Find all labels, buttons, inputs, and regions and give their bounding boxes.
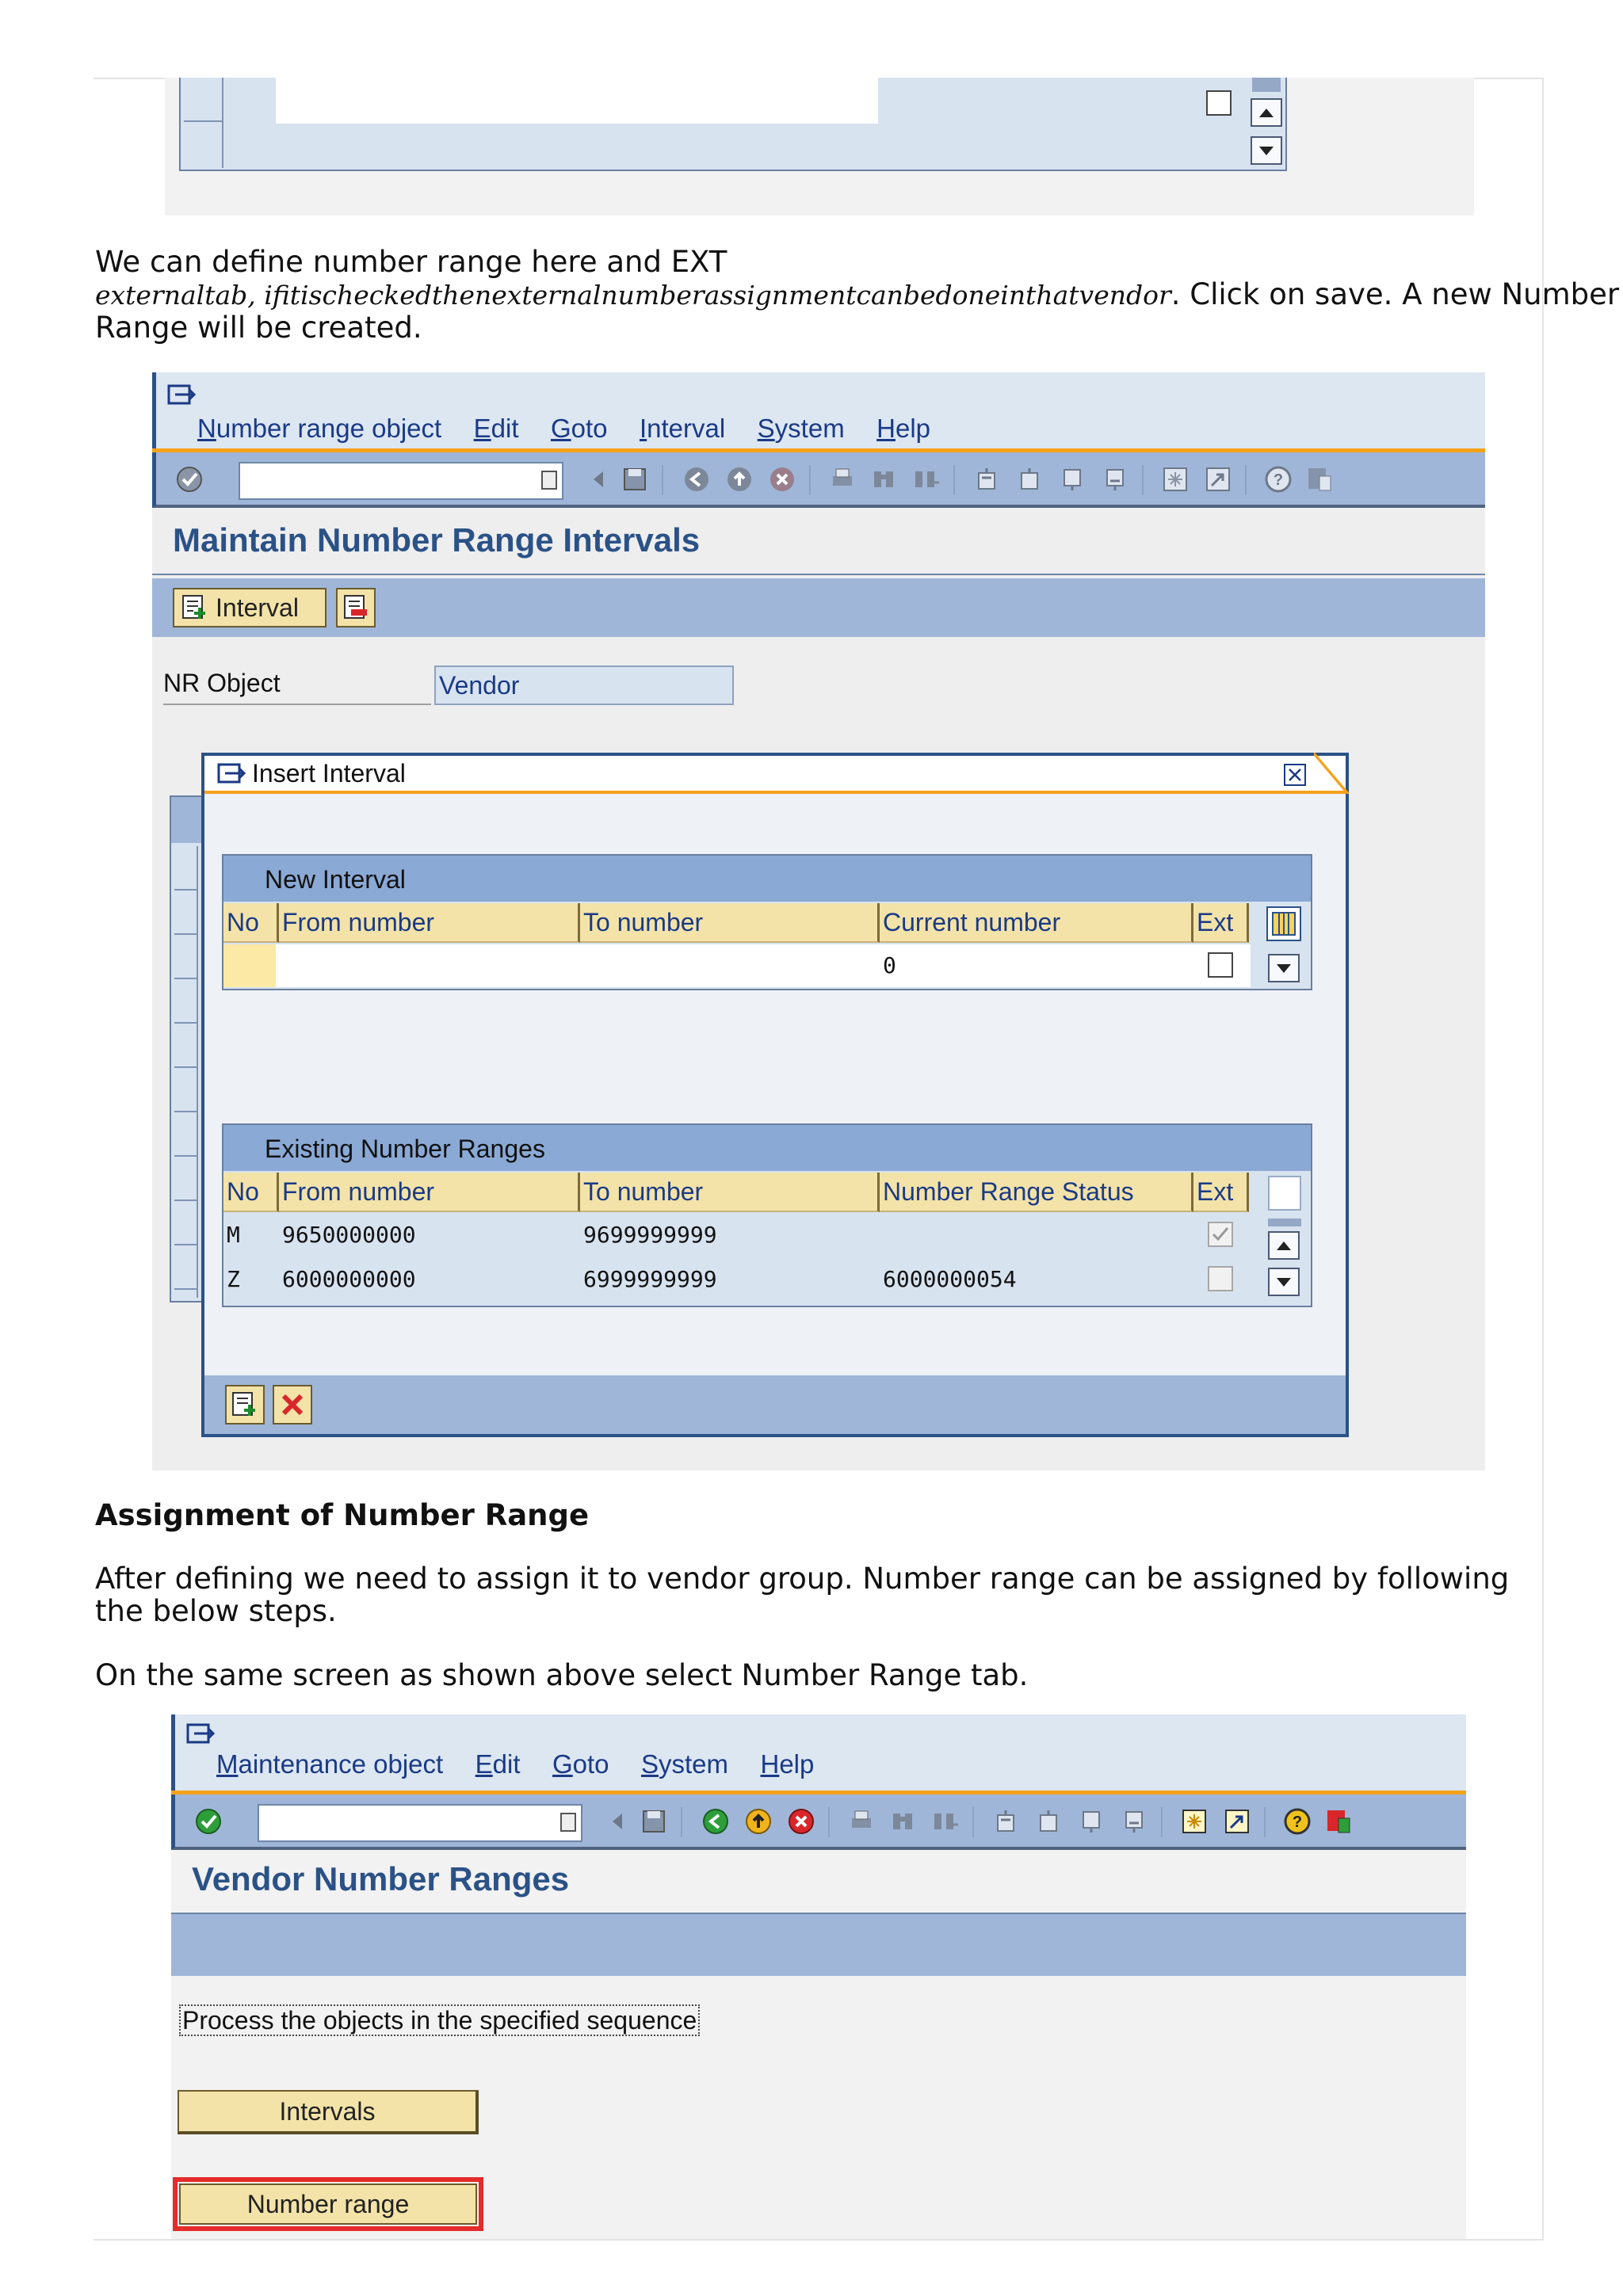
nr-object-label: NR Object bbox=[163, 669, 281, 697]
delete-interval-icon bbox=[342, 593, 370, 622]
toolbar-separator bbox=[972, 1807, 974, 1837]
dialog-close-icon[interactable] bbox=[1284, 764, 1306, 786]
exit-icon[interactable] bbox=[725, 465, 754, 494]
paragraph-1-line2 bbox=[95, 277, 1620, 311]
nr-object-field[interactable] bbox=[434, 666, 734, 705]
menu-system[interactable]: System bbox=[640, 1749, 729, 1779]
find-next-icon[interactable] bbox=[912, 465, 941, 494]
screenshot-vendor-number-ranges bbox=[171, 1714, 1466, 2239]
first-page-icon[interactable] bbox=[972, 465, 1001, 494]
cancel-icon[interactable] bbox=[768, 465, 796, 494]
toolbar-separator bbox=[1245, 465, 1247, 495]
back-arrow-icon[interactable] bbox=[584, 465, 613, 494]
exit-icon[interactable] bbox=[744, 1807, 773, 1836]
find-icon[interactable] bbox=[888, 1807, 917, 1836]
col-from-number[interactable]: From number bbox=[279, 903, 580, 943]
shortcut-icon[interactable] bbox=[1223, 1807, 1251, 1836]
save-icon[interactable] bbox=[621, 465, 649, 494]
menu-help[interactable]: Help bbox=[760, 1749, 815, 1779]
process-sequence-label: Process the objects in the specified sequence bbox=[179, 2004, 700, 2036]
toolbar-separator bbox=[953, 465, 955, 495]
table-row[interactable] bbox=[223, 1214, 1251, 1257]
delete-interval-button[interactable] bbox=[336, 588, 376, 627]
number-range-button[interactable]: Number range bbox=[179, 2183, 477, 2225]
col-ext[interactable]: Ext bbox=[1193, 903, 1249, 943]
row-to-number: 6999999999 bbox=[583, 1266, 717, 1292]
row-ext-checkbox-checked bbox=[1208, 1222, 1233, 1247]
create-session-icon[interactable] bbox=[1180, 1807, 1209, 1836]
existing-ranges-table bbox=[222, 1123, 1312, 1307]
back-icon[interactable] bbox=[682, 465, 711, 494]
toolbar-separator bbox=[1142, 465, 1144, 495]
dialog-corner-accent bbox=[1314, 753, 1349, 794]
enter-check-icon[interactable] bbox=[175, 465, 204, 494]
find-next-icon[interactable] bbox=[931, 1807, 960, 1836]
back-arrow-icon[interactable] bbox=[603, 1807, 632, 1836]
menu-help[interactable]: Help bbox=[876, 414, 931, 443]
application-toolbar bbox=[171, 1913, 1466, 1976]
insert-interval-dialog bbox=[201, 753, 1349, 1437]
find-icon[interactable] bbox=[869, 465, 898, 494]
help-icon[interactable] bbox=[1264, 465, 1293, 494]
toolbar-separator bbox=[681, 1807, 682, 1837]
menu-system[interactable]: System bbox=[757, 414, 845, 443]
row-no: Z bbox=[227, 1266, 240, 1292]
col-from-number[interactable]: From number bbox=[279, 1173, 580, 1212]
shortcut-icon[interactable] bbox=[1204, 465, 1232, 494]
command-field[interactable] bbox=[239, 462, 563, 500]
col-no[interactable]: No bbox=[223, 1173, 279, 1212]
row-selector-col bbox=[184, 78, 223, 168]
col-to-number[interactable]: To number bbox=[580, 1173, 880, 1212]
cancel-icon[interactable] bbox=[787, 1807, 815, 1836]
white-input-area bbox=[276, 78, 878, 124]
standard-toolbar bbox=[171, 1794, 1466, 1850]
next-page-icon[interactable] bbox=[1058, 465, 1086, 494]
existing-column-config[interactable] bbox=[1268, 1176, 1301, 1211]
page-title: Maintain Number Range Intervals bbox=[173, 521, 701, 559]
standard-toolbar bbox=[152, 452, 1485, 508]
paragraph-3: On the same screen as shown above select Number Range tab. bbox=[95, 1658, 1029, 1692]
new-current-number[interactable]: 0 bbox=[883, 952, 896, 978]
enter-check-icon[interactable] bbox=[194, 1807, 223, 1836]
scroll-down-button[interactable] bbox=[1251, 136, 1282, 165]
paragraph-1 bbox=[95, 245, 1620, 345]
dialog-titlebar bbox=[204, 756, 1346, 794]
new-ext-checkbox[interactable] bbox=[1208, 952, 1233, 978]
col-to-number[interactable]: To number bbox=[580, 903, 880, 943]
system-menu-icon[interactable] bbox=[186, 1722, 218, 1746]
back-icon[interactable] bbox=[701, 1807, 730, 1836]
col-ext[interactable]: Ext bbox=[1193, 1173, 1249, 1212]
layout-menu-icon[interactable] bbox=[1324, 1807, 1353, 1836]
system-menu-icon[interactable] bbox=[167, 383, 199, 407]
nr-object-underline bbox=[163, 704, 431, 705]
toolbar-separator bbox=[1161, 1807, 1163, 1837]
toolbar-separator bbox=[662, 465, 663, 495]
menu-row bbox=[216, 1749, 842, 1779]
command-field[interactable] bbox=[258, 1804, 582, 1842]
existing-scroll-down-button[interactable] bbox=[1268, 1268, 1300, 1296]
screenshot-maintain-intervals bbox=[152, 372, 1485, 1470]
first-page-icon[interactable] bbox=[991, 1807, 1020, 1836]
italic-run: externaltab, ifitischeckedthenexternalnumberassignmentcanbedoneinthatvendor bbox=[95, 280, 1171, 311]
menu-maintenance-object[interactable]: Maintenance object bbox=[216, 1749, 444, 1779]
col-current-number[interactable]: Current number bbox=[880, 903, 1193, 943]
menu-interval[interactable]: Interval bbox=[639, 414, 726, 443]
create-session-icon[interactable] bbox=[1161, 465, 1190, 494]
table-row[interactable] bbox=[223, 1258, 1251, 1301]
col-no[interactable]: No bbox=[223, 903, 279, 943]
command-history-icon[interactable] bbox=[560, 1813, 576, 1832]
command-history-icon[interactable] bbox=[541, 471, 557, 490]
row-no: M bbox=[227, 1222, 240, 1248]
last-page-icon[interactable] bbox=[1101, 465, 1129, 494]
interval-button-label: Interval bbox=[216, 593, 299, 622]
menu-edit[interactable]: Edit bbox=[475, 1749, 521, 1779]
existing-ranges-title: Existing Number Ranges bbox=[265, 1135, 545, 1163]
section-heading: Assignment of Number Range bbox=[95, 1498, 590, 1532]
help-icon[interactable] bbox=[1283, 1807, 1312, 1836]
menu-edit[interactable]: Edit bbox=[473, 414, 519, 443]
column-config-icon[interactable] bbox=[1266, 906, 1301, 941]
dialog-add-button[interactable] bbox=[225, 1385, 265, 1425]
new-interval-header bbox=[223, 856, 1311, 902]
new-interval-table bbox=[222, 854, 1312, 990]
new-interval-row bbox=[223, 944, 1251, 987]
cropped-table bbox=[179, 78, 1287, 171]
menu-goto[interactable]: Goto bbox=[550, 414, 608, 443]
toolbar-separator bbox=[828, 1807, 830, 1837]
save-icon[interactable] bbox=[640, 1807, 668, 1836]
nr-object-value: Vendor bbox=[439, 671, 520, 700]
paragraph-2 bbox=[95, 1562, 1545, 1627]
print-icon[interactable] bbox=[828, 465, 857, 494]
existing-ranges-header bbox=[223, 1125, 1311, 1171]
add-interval-icon bbox=[181, 593, 209, 622]
dialog-title: Insert Interval bbox=[252, 759, 406, 788]
row-from-number: 9650000000 bbox=[282, 1222, 416, 1248]
page-bottom-rule bbox=[94, 2239, 1544, 2241]
checkmark-icon bbox=[1209, 1223, 1232, 1245]
page-right-rule bbox=[1542, 78, 1544, 2241]
application-toolbar bbox=[152, 578, 1485, 637]
next-page-icon[interactable] bbox=[1077, 1807, 1106, 1836]
dialog-cancel-button[interactable] bbox=[273, 1385, 312, 1425]
print-icon[interactable] bbox=[847, 1807, 876, 1836]
menu-number-range-object[interactable]: Number range object bbox=[197, 414, 442, 443]
dialog-menu-icon[interactable] bbox=[217, 762, 249, 786]
cropped-screenshot-top bbox=[165, 78, 1474, 215]
paragraph-2-line2: the below steps. bbox=[95, 1594, 337, 1628]
menu-row bbox=[197, 414, 959, 444]
menubar bbox=[152, 372, 1485, 448]
layout-menu-icon[interactable] bbox=[1305, 465, 1334, 494]
row-to-number: 9699999999 bbox=[583, 1222, 717, 1248]
previous-page-icon[interactable] bbox=[1034, 1807, 1063, 1836]
scroll-up-button[interactable] bbox=[1251, 98, 1282, 127]
menubar bbox=[171, 1714, 1466, 1791]
new-interval-title: New Interval bbox=[265, 865, 406, 894]
new-no-field[interactable] bbox=[223, 944, 276, 987]
page-title: Vendor Number Ranges bbox=[192, 1860, 570, 1897]
dialog-footer bbox=[204, 1375, 1346, 1434]
paragraph-1-line3: Range will be created. bbox=[95, 311, 422, 345]
title-rule bbox=[152, 574, 1485, 575]
previous-page-icon[interactable] bbox=[1015, 465, 1044, 494]
scroll-top-stub bbox=[1252, 78, 1281, 92]
row-from-number: 6000000000 bbox=[282, 1266, 416, 1292]
paragraph-1-rest: . Click on save. A new Number bbox=[1170, 277, 1620, 311]
menu-goto[interactable]: Goto bbox=[552, 1749, 609, 1779]
paragraph-1-line1: We can define number range here and EXT bbox=[95, 245, 727, 279]
paragraph-2-line1: After defining we need to assign it to vendor group. Number range can be assigned by following bbox=[95, 1562, 1510, 1596]
intervals-button[interactable]: Intervals bbox=[178, 2090, 479, 2134]
toolbar-separator bbox=[1264, 1807, 1266, 1837]
scroll-thumb[interactable] bbox=[1268, 1219, 1301, 1226]
cancel-x-icon bbox=[280, 1392, 305, 1417]
existing-scroll-up-button[interactable] bbox=[1268, 1231, 1300, 1260]
interval-button[interactable] bbox=[173, 588, 327, 627]
add-entry-icon bbox=[231, 1390, 259, 1419]
last-page-icon[interactable] bbox=[1120, 1807, 1148, 1836]
toolbar-separator bbox=[809, 465, 811, 495]
col-number-range-status[interactable]: Number Range Status bbox=[880, 1173, 1193, 1212]
svg-text:?: ? bbox=[1292, 1814, 1303, 1831]
row-status: 6000000054 bbox=[883, 1266, 1017, 1292]
new-scroll-down-button[interactable] bbox=[1268, 954, 1300, 982]
row-ext-checkbox bbox=[1208, 1266, 1233, 1291]
checkbox-ext[interactable] bbox=[1206, 90, 1232, 116]
svg-text:?: ? bbox=[1273, 471, 1284, 489]
